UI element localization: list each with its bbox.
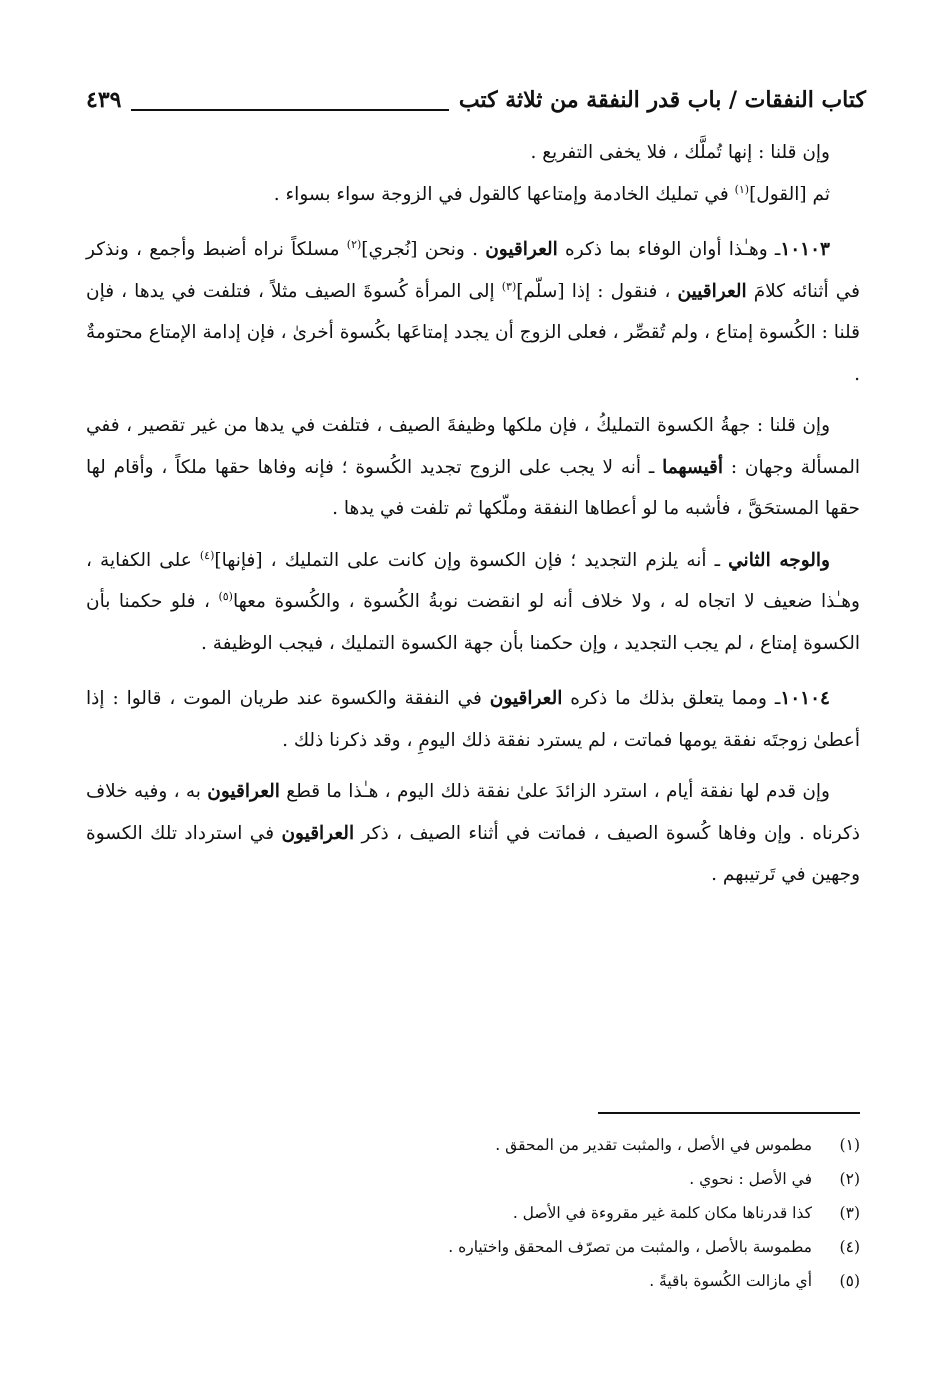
bold-term: أقيسهما — [662, 456, 724, 478]
bold-term: ١٠١٠٤ — [780, 688, 830, 709]
paragraph — [86, 540, 860, 665]
text-run: في تمليك الخادمة وإمتاعها كالقول في الزوجة سواء بسواء . — [273, 183, 735, 205]
footnotes — [86, 1128, 860, 1298]
footnote-number: (٣) — [839, 1204, 860, 1222]
footnote-text: مطموس في الأصل ، والمثبت تقدير من المحقق . — [495, 1136, 812, 1154]
footnote-item — [86, 1196, 860, 1230]
footnote-ref: (٢) — [346, 237, 362, 251]
paragraph — [86, 678, 860, 761]
bold-term: العراقيون — [281, 822, 355, 844]
text-run: به ، وفيه خلاف ذكرناه . وإن وفاها كُسوة الصيف ، فماتت في أثناء الصيف ، ذكر — [86, 781, 860, 844]
footnote-text: مطموسة بالأصل ، والمثبت من تصرّف المحقق واختياره . — [448, 1238, 812, 1256]
footnote-text: في الأصل : نحوي . — [689, 1170, 812, 1188]
bold-term: ١٠١٠٣ — [780, 239, 830, 260]
bold-term: والوجه الثاني — [728, 549, 830, 571]
text-run: وإن قلنا : جهةُ الكسوة التمليكُ ، فإن ملكها وظيفةَ الصيف ، فتلفت في يدها من غير تقصير ، ففي المسألة وجهان : — [86, 415, 860, 478]
text-run: إلى المرأة كُسوةَ الصيف مثلاً ، فتلفت في يدها ، فإن قلنا : الكُسوة إمتاع ، ولم تُقصِّر ، فعلى الزوج أن يجدد إمتاعَها بكُسوة أخرىٰ ، فإن إدامة الإمتاع محتومةٌ . — [86, 280, 860, 385]
footnote-ref: (٣) — [501, 279, 517, 293]
text-run: في استرداد تلك الكسوة وجهين في تَرتيبهم . — [86, 822, 860, 885]
main-text — [86, 132, 860, 896]
running-header — [86, 78, 866, 122]
footnote-item — [86, 1128, 860, 1162]
text-run: ، فنقول : إذا [سلّم] — [516, 280, 678, 302]
paragraph — [86, 132, 860, 174]
text-run: وإن قلنا : إنها تُملَّك ، فلا يخفى التفريع . — [530, 142, 830, 163]
footnote-text: أي مازالت الكُسوة باقيةً . — [649, 1272, 812, 1290]
text-run: وإن قدم لها نفقة أيام ، استرد الزائدَ علىٰ نفقة ذلك اليوم ، هـٰذا ما قطع — [279, 781, 830, 802]
text-run: مسلكاً نراه أضبط وأجمع ، ونذكر في أثنائه كلامَ — [86, 239, 861, 302]
footnote-ref: (١) — [734, 182, 750, 196]
footnote-number: (٢) — [839, 1170, 860, 1188]
text-run: على الكفاية ، وهـٰذا ضعيف لا اتجاه له ، ولا خلاف أنه لو انقضت نوبةُ الكُسوة ، والكُسوة معها — [86, 549, 860, 612]
bold-term: العراقيون — [489, 688, 563, 709]
text-run: . ونحن [نُجري] — [361, 239, 486, 260]
footnote-item — [86, 1230, 860, 1264]
footnote-number: (٥) — [839, 1272, 860, 1290]
paragraph — [86, 229, 860, 395]
footnote-item — [86, 1264, 860, 1298]
text-run: ـ ومما يتعلق بذلك ما ذكره — [562, 688, 781, 709]
footnote-number: (٤) — [839, 1238, 860, 1256]
text-run: ـ أنه يلزم التجديد ؛ فإن الكسوة وإن كانت على التمليك ، [فإنها] — [214, 549, 729, 571]
text-run: في النفقة والكسوة عند طريان الموت ، قالوا : إذا أعطىٰ زوجتَه نفقة يومها فماتت ، لم يسترد نفقة ذلك اليومِ ، وقد ذكرنا ذلك . — [86, 688, 860, 751]
header-rule — [131, 109, 448, 111]
page-number: ٤٣٩ — [86, 87, 122, 113]
footnote-number: (١) — [839, 1136, 860, 1154]
text-run: ـ وهـٰذا أوان الوفاء بما ذكره — [557, 239, 781, 260]
text-run: ـ أنه لا يجب على الزوج تجديد الكُسوة ؛ فإنه وفاها حقها ملكاً ، وأقام لها حقها المستحَقَّ ، فأشبه ما لو أعطاها النفقة وملّكها ثم تلفت في يدها . — [86, 456, 860, 519]
bold-term: العراقيين — [677, 280, 747, 302]
footnote-item — [86, 1162, 860, 1196]
footnote-text: كذا قدرناها مكان كلمة غير مقروءة في الأصل . — [512, 1204, 812, 1222]
footnote-ref: (٥) — [218, 589, 233, 603]
paragraph — [86, 174, 860, 216]
text-run: ، فلو حكمنا بأن الكسوة إمتاع ، لم يجب التجديد ، وإن حكمنا بأن جهة الكسوة التمليك ، فيجب الوظيفة . — [86, 591, 860, 654]
header-title: كتاب النفقات / باب قدر النفقة من ثلاثة كتب — [458, 87, 866, 113]
text-run: ثم [القول] — [749, 183, 830, 205]
bold-term: العراقيون — [207, 781, 280, 802]
paragraph — [86, 405, 860, 530]
bold-term: العراقيون — [485, 239, 558, 260]
footnote-separator — [598, 1112, 860, 1114]
footnote-ref: (٤) — [199, 548, 215, 562]
paragraph — [86, 771, 860, 896]
